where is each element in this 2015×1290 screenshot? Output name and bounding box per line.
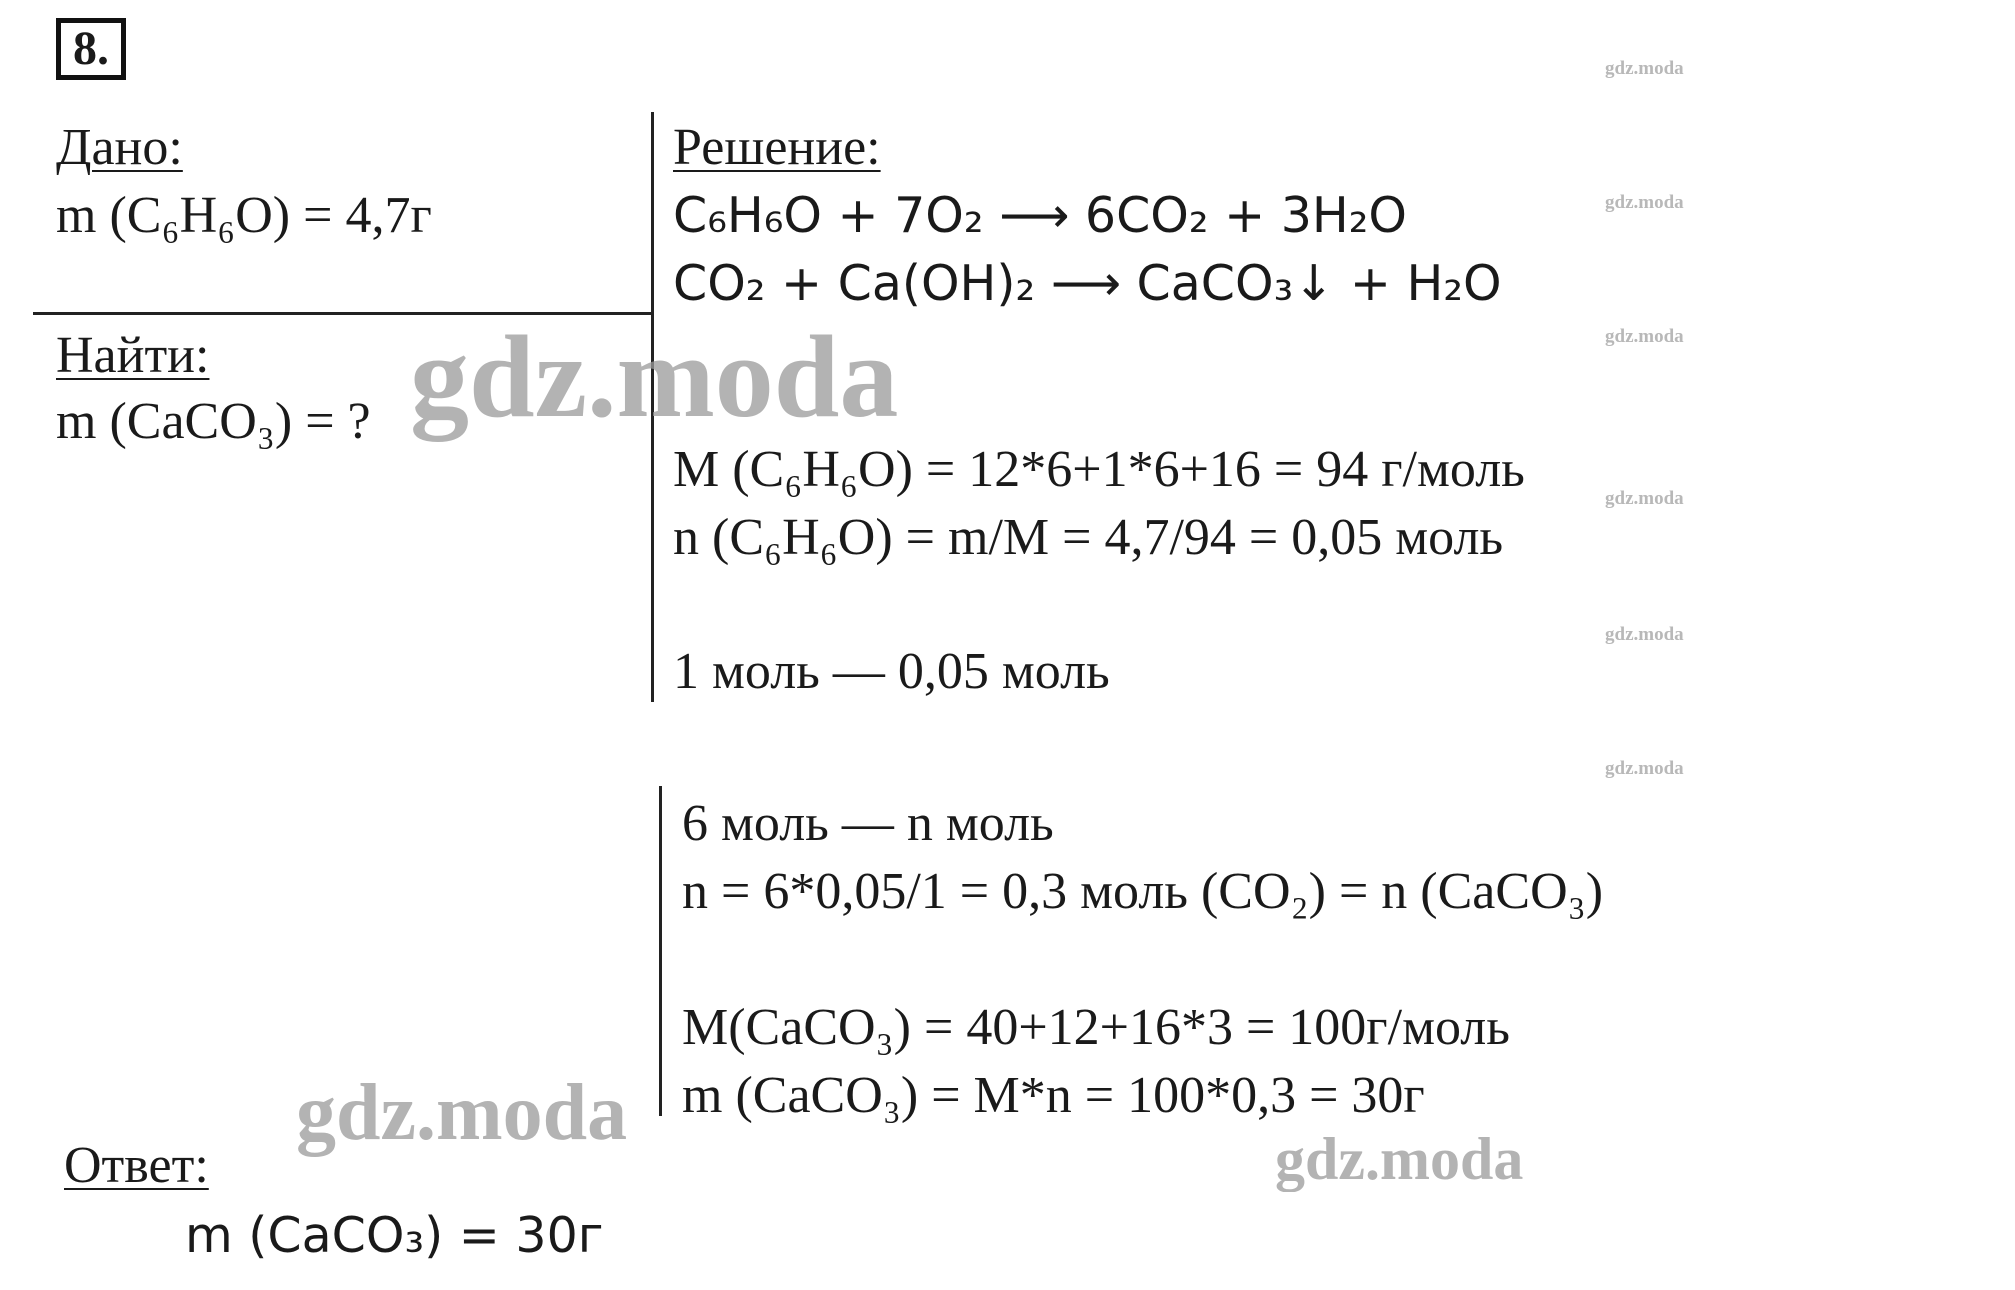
watermark-small: gdz.moda <box>1605 326 1684 347</box>
watermark-small: gdz.moda <box>1605 624 1684 645</box>
equation-combustion: C₆H₆O + 7O₂ ⟶ 6CO₂ + 3H₂O <box>673 187 1407 244</box>
watermark-small: gdz.moda <box>1605 758 1684 779</box>
watermark-small: gdz.moda <box>1605 58 1684 79</box>
watermark-small: gdz.moda <box>1605 192 1684 213</box>
watermark-small: gdz.moda <box>1605 488 1684 509</box>
problem-number: 8. <box>56 18 126 80</box>
given-mass-phenol: m (C₆H₆O) = 4,7г <box>56 187 432 244</box>
solution-heading: Решение: <box>673 119 881 176</box>
moles-phenol: n (C₆H₆O) = m/M = 4,7/94 = 0,05 моль <box>673 509 1504 566</box>
equation-precipitation: CO₂ + Ca(OH)₂ ⟶ CaCO₃↓ + H₂O <box>673 255 1502 312</box>
watermark-large: gdz.moda <box>1275 1126 1524 1192</box>
molar-mass-caco3: M(CaCO₃) = 40+12+16*3 = 100г/моль <box>682 999 1510 1056</box>
watermark-large: gdz.moda <box>410 311 899 442</box>
solution-divider-lower <box>659 786 662 1116</box>
answer-mass-caco3: m (CaCO₃) = 30г <box>185 1207 604 1264</box>
find-heading: Найти: <box>56 327 210 384</box>
ratio-line-1: 1 моль — 0,05 моль <box>673 643 1110 700</box>
find-mass-caco3: m (CaCO₃) = ? <box>56 393 371 450</box>
ratio-line-2: 6 моль — n моль <box>682 795 1054 852</box>
molar-mass-phenol: M (C₆H₆O) = 12*6+1*6+16 = 94 г/моль <box>673 441 1525 498</box>
watermark-large: gdz.moda <box>296 1069 628 1157</box>
given-heading: Дано: <box>56 119 183 176</box>
answer-heading: Ответ: <box>64 1137 209 1194</box>
moles-co2: n = 6*0,05/1 = 0,3 моль (CO₂) = n (CaCO₃) <box>682 863 1604 920</box>
mass-caco3: m (CaCO₃) = M*n = 100*0,3 = 30г <box>682 1067 1425 1124</box>
